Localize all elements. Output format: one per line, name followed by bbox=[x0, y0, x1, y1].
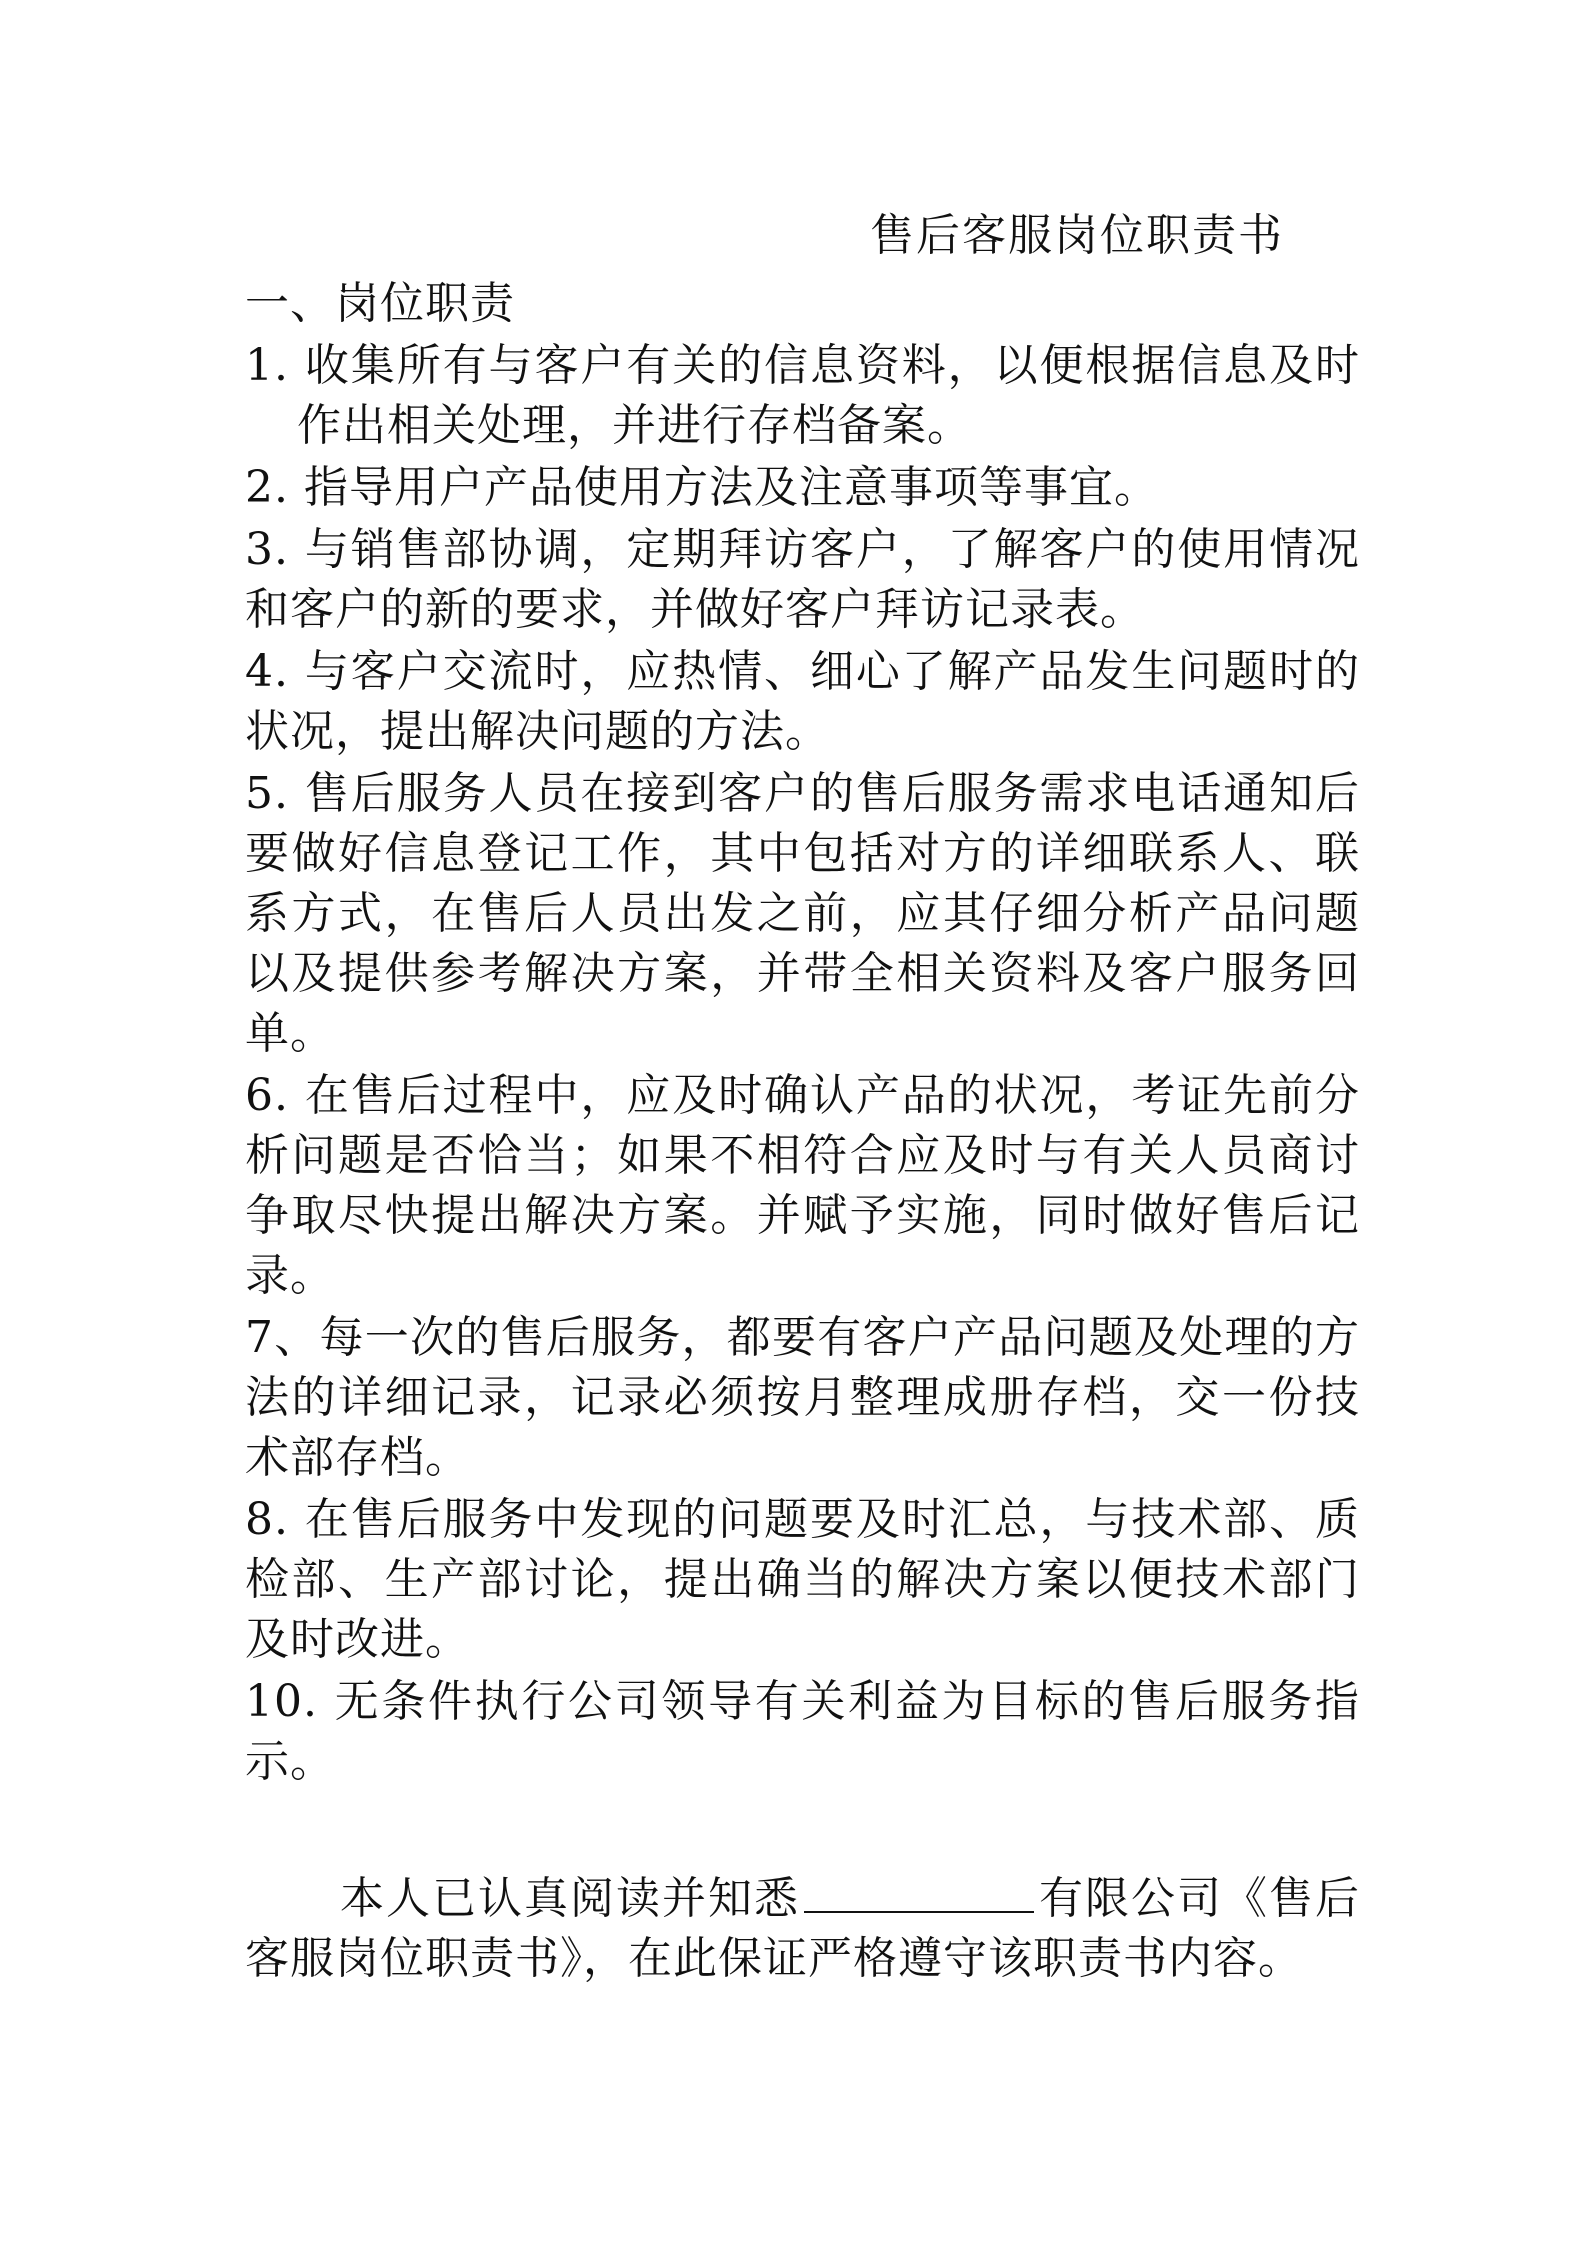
document-body bbox=[245, 274, 1360, 1794]
section-heading: 一、岗位职责 bbox=[245, 278, 515, 329]
duty-item-6: 6. 在售后过程中，应及时确认产品的状况，考证先前分析问题是否恰当；如果不相符合应及时与有关人员商讨争取尽快提出解决方案。并赋予实施，同时做好售后记录。 bbox=[245, 1070, 1360, 1301]
duty-item-1: 1. 收集所有与客户有关的信息资料，以便根据信息及时作出相关处理，并进行存档备案。 bbox=[245, 340, 1360, 451]
duty-item-10: 10. 无条件执行公司领导有关利益为目标的售后服务指示。 bbox=[245, 1676, 1360, 1787]
duty-item-8: 8. 在售后服务中发现的问题要及时汇总，与技术部、质检部、生产部讨论，提出确当的解决方案以便技术部门及时改进。 bbox=[245, 1494, 1360, 1665]
acknowledgement-paragraph bbox=[245, 1867, 1360, 1989]
duty-item-3: 3. 与销售部协调，定期拜访客户，了解客户的使用情况和客户的新的要求，并做好客户拜访记录表。 bbox=[245, 524, 1360, 635]
duty-item-5: 5. 售后服务人员在接到客户的售后服务需求电话通知后要做好信息登记工作，其中包括对方的详细联系人、联系方式，在售后人员出发之前，应其仔细分析产品问题以及提供参考解决方案，并带全相关资料及客户服务回单。 bbox=[245, 768, 1360, 1059]
acknowledgement-text-end: 有限公司《售后客服岗位职责书》，在此保证严格遵守该职责书内容。 bbox=[245, 1873, 1360, 1984]
document-title: 售后客服岗位职责书 bbox=[870, 210, 1284, 261]
duty-item-2: 2. 指导用户产品使用方法及注意事项等事宜。 bbox=[245, 462, 1159, 513]
duty-item-4: 4. 与客户交流时，应热情、细心了解产品发生问题时的状况，提出解决问题的方法。 bbox=[245, 646, 1360, 757]
acknowledgement-text-start: 本人已认真阅读并知悉 bbox=[340, 1873, 800, 1924]
company-name-blank[interactable] bbox=[804, 1867, 1034, 1913]
duty-item-7: 7、每一次的售后服务，都要有客户产品问题及处理的方法的详细记录，记录必须按月整理成册存档，交一份技术部存档。 bbox=[245, 1312, 1360, 1483]
